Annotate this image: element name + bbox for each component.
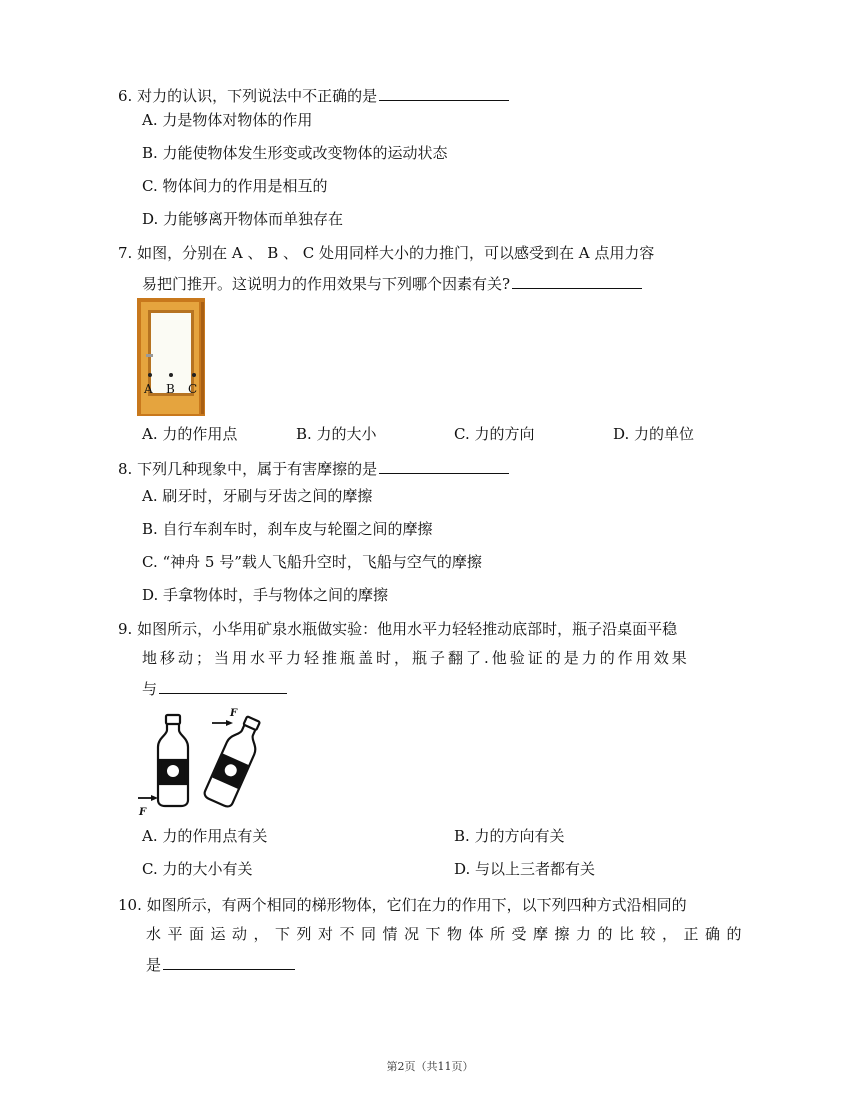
- q6-stem: 6. 对力的认识，下列说法中不正确的是: [118, 84, 509, 106]
- point-b-dot: [169, 373, 173, 377]
- page-footer: 第2页（共11页）: [386, 1060, 474, 1073]
- q6-option-c[interactable]: C. 物体间力的作用是相互的: [142, 177, 328, 195]
- tilted-bottle: [203, 713, 266, 808]
- q8-option-b[interactable]: B. 自行车刹车时，刹车皮与轮圈之间的摩擦: [142, 520, 433, 538]
- door-window: [151, 313, 191, 393]
- force-label-bottom: F: [139, 807, 147, 818]
- q10-answer-blank[interactable]: [163, 953, 295, 970]
- q10-stem-line1: 10. 如图所示，有两个相同的梯形物体，它们在力的作用下，以下列四种方式沿相同的: [118, 896, 687, 914]
- label-c: C: [188, 382, 198, 396]
- force-label-top: F: [230, 708, 238, 719]
- q6-option-b[interactable]: B. 力能使物体发生形变或改变物体的运动状态: [142, 144, 448, 162]
- q7-option-b[interactable]: B. 力的大小: [296, 425, 377, 443]
- q7-option-c[interactable]: C. 力的方向: [454, 425, 535, 443]
- q7-stem-line2: 易把门推开。这说明力的作用效果与下列哪个因素有关?: [142, 272, 642, 294]
- q7-option-a[interactable]: A. 力的作用点: [142, 425, 238, 443]
- door-handle: [146, 354, 153, 357]
- q9-option-c[interactable]: C. 力的大小有关: [142, 860, 253, 878]
- q10-stem-line2: 水平面运动，下列对不同情况下物体所受摩擦力的比较，正确的: [146, 925, 749, 943]
- q7-stem-line1: 7. 如图，分别在 A 、 B 、 C 处用同样大小的力推门，可以感受到在 A 点用力容: [118, 244, 655, 262]
- q7-answer-blank[interactable]: [512, 272, 642, 289]
- label-a: A: [144, 382, 153, 396]
- upright-bottle: [158, 715, 188, 806]
- q9-option-d[interactable]: D. 与以上三者都有关: [454, 860, 596, 878]
- q9-option-a[interactable]: A. 力的作用点有关: [142, 827, 268, 845]
- q8-stem: 8. 下列几种现象中，属于有害摩擦的是: [118, 457, 509, 479]
- q6-option-a[interactable]: A. 力是物体对物体的作用: [142, 111, 313, 129]
- door-figure: [137, 298, 205, 416]
- point-a-dot: [148, 373, 152, 377]
- q9-stem-line1: 9. 如图所示，小华用矿泉水瓶做实验：他用水平力轻轻推动底部时，瓶子沿桌面平稳: [118, 620, 678, 638]
- q6-answer-blank[interactable]: [379, 84, 509, 101]
- label-b: B: [166, 382, 175, 396]
- bottles-figure: [136, 705, 266, 820]
- q6-option-d[interactable]: D. 力能够离开物体而单独存在: [142, 210, 344, 228]
- q9-answer-blank[interactable]: [159, 677, 287, 694]
- q7-option-d[interactable]: D. 力的单位: [613, 425, 695, 443]
- q9-option-b[interactable]: B. 力的方向有关: [454, 827, 565, 845]
- q8-option-d[interactable]: D. 手拿物体时，手与物体之间的摩擦: [142, 586, 389, 604]
- q8-option-c[interactable]: C. “神舟 5 号”载人飞船升空时，飞船与空气的摩擦: [142, 553, 482, 571]
- q8-option-a[interactable]: A. 刷牙时，牙刷与牙齿之间的摩擦: [142, 487, 373, 505]
- q10-stem-line3: 是: [146, 953, 295, 975]
- q9-stem-line3: 与: [142, 677, 287, 699]
- q9-stem-line2: 地移动；当用水平力轻推瓶盖时，瓶子翻了.他验证的是力的作用效果: [142, 649, 690, 667]
- point-c-dot: [192, 373, 196, 377]
- q8-answer-blank[interactable]: [379, 457, 509, 474]
